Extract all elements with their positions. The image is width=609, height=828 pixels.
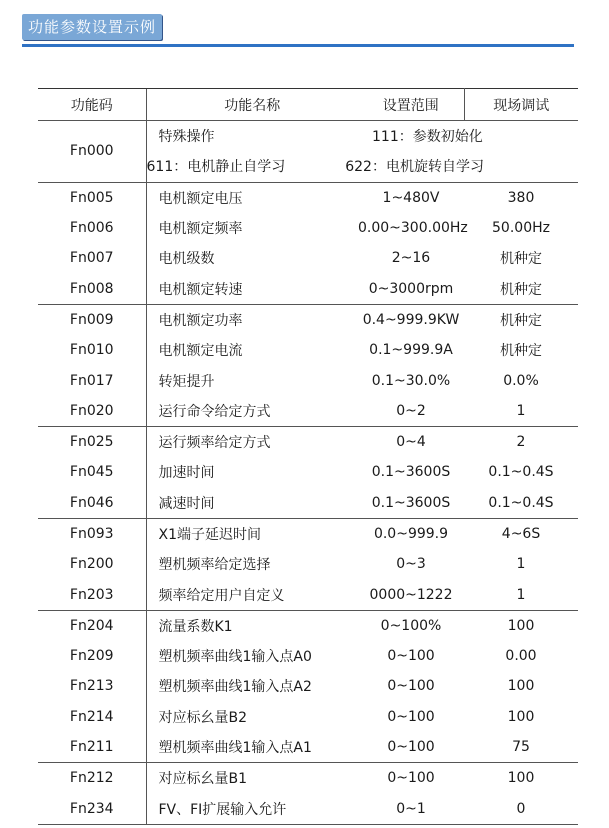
param-range: 0.0~999.9 xyxy=(358,518,464,549)
param-name: 电机级数 xyxy=(146,243,358,273)
param-range: 0~100 xyxy=(387,708,435,725)
special-name: 特殊操作 xyxy=(146,121,358,152)
param-name: 电机额定电压 xyxy=(146,182,358,213)
table-row xyxy=(38,794,578,825)
param-site-value: 机种定 xyxy=(500,281,542,298)
param-site-value: 100 xyxy=(464,610,578,641)
param-code: Fn234 xyxy=(38,794,146,825)
special-code: Fn000 xyxy=(38,121,146,183)
param-range: 2~16 xyxy=(391,250,431,267)
param-range: 0.1~3600S xyxy=(371,464,451,481)
param-code: Fn212 xyxy=(38,763,146,794)
param-name: 塑机频率曲线1输入点A2 xyxy=(146,671,358,701)
table-row xyxy=(38,610,578,641)
table-row xyxy=(38,457,578,487)
table-row xyxy=(38,243,578,273)
param-site-value: 100 xyxy=(507,678,535,695)
param-code: Fn045 xyxy=(69,464,114,481)
param-range: 0~100 xyxy=(387,648,435,665)
param-site-value: 机种定 xyxy=(464,304,578,335)
param-range: 1~480V xyxy=(358,182,464,213)
param-name: 塑机频率给定选择 xyxy=(146,549,358,579)
param-site-value: 0.0% xyxy=(503,372,539,389)
param-site-value: 0.00 xyxy=(505,648,537,665)
table-row xyxy=(38,273,578,304)
param-name: 减速时间 xyxy=(146,488,358,519)
parameter-rows xyxy=(38,182,578,824)
table-row xyxy=(38,732,578,763)
table-row xyxy=(38,213,578,243)
param-range: 0~100 xyxy=(387,678,435,695)
param-range: 0~100% xyxy=(358,610,464,641)
parameter-table xyxy=(38,88,578,825)
param-name: 流量系数K1 xyxy=(146,610,358,641)
table-row xyxy=(38,641,578,671)
param-name: 电机额定转速 xyxy=(146,273,358,304)
param-name: 对应标幺量B1 xyxy=(146,763,358,794)
param-name: 运行频率给定方式 xyxy=(146,426,358,457)
special-note-2a: 611：电机静止自学习 xyxy=(146,159,286,176)
param-range: 0.1~999.9A xyxy=(369,342,453,359)
param-name: 电机额定电流 xyxy=(146,335,358,365)
table-row xyxy=(38,396,578,427)
param-range: 0.1~30.0% xyxy=(371,372,451,389)
header-code: 功能码 xyxy=(38,89,146,121)
table-row xyxy=(38,335,578,365)
param-range: 0~1 xyxy=(358,794,464,825)
param-code: Fn204 xyxy=(38,610,146,641)
param-range: 0~4 xyxy=(358,426,464,457)
param-site-value: 0 xyxy=(464,794,578,825)
table-row xyxy=(38,304,578,335)
param-name: 加速时间 xyxy=(146,457,358,487)
param-name: 运行命令给定方式 xyxy=(146,396,358,427)
param-site-value: 1 xyxy=(516,402,526,419)
param-range: 0.00~300.00Hz xyxy=(358,220,468,237)
param-code: Fn010 xyxy=(69,342,114,359)
section-title-wrap xyxy=(22,14,162,40)
header-site: 现场调试 xyxy=(464,89,578,121)
param-code: Fn025 xyxy=(38,426,146,457)
param-site-value: 100 xyxy=(507,708,535,725)
param-code: Fn017 xyxy=(69,372,114,389)
param-site-value: 75 xyxy=(512,739,530,756)
param-code: Fn008 xyxy=(69,280,114,297)
table-row xyxy=(38,763,578,794)
table-row xyxy=(38,549,578,579)
param-site-value: 机种定 xyxy=(500,251,542,268)
param-code: Fn214 xyxy=(69,708,114,725)
table-row xyxy=(38,702,578,732)
special-row xyxy=(38,121,578,152)
param-range: 0~3000rpm xyxy=(368,280,454,297)
special-note-1: 111：参数初始化 xyxy=(358,121,578,152)
param-code: Fn203 xyxy=(69,586,114,603)
param-site-value: 2 xyxy=(464,426,578,457)
param-site-value: 1 xyxy=(516,556,526,573)
table-row xyxy=(38,671,578,701)
param-range: 0.4~999.9KW xyxy=(358,304,464,335)
param-code: Fn200 xyxy=(69,556,114,573)
param-site-value: 100 xyxy=(464,763,578,794)
header-name: 功能名称 xyxy=(146,89,358,121)
param-site-value: 0.1~0.4S xyxy=(488,464,554,481)
param-site-value: 4~6S xyxy=(464,518,578,549)
param-name: FV、FI扩展输入允许 xyxy=(146,794,358,825)
param-range: 0~100 xyxy=(358,763,464,794)
param-name: 转矩提升 xyxy=(146,365,358,395)
param-code: Fn213 xyxy=(69,678,114,695)
header-range: 设置范围 xyxy=(358,89,464,121)
param-range: 0~100 xyxy=(387,739,435,756)
table-row xyxy=(38,488,578,519)
param-range: 0.1~3600S xyxy=(371,494,451,511)
param-name: X1端子延迟时间 xyxy=(146,518,358,549)
param-code: Fn211 xyxy=(69,739,114,756)
table-row xyxy=(38,182,578,213)
table-row xyxy=(38,579,578,610)
section-title: 功能参数设置示例 xyxy=(22,14,162,40)
param-site-value: 380 xyxy=(464,182,578,213)
param-name: 对应标幺量B2 xyxy=(146,702,358,732)
param-range: 0~2 xyxy=(396,402,426,419)
param-site-value: 0.1~0.4S xyxy=(488,494,554,511)
param-site-value: 1 xyxy=(516,586,526,603)
param-code: Fn093 xyxy=(38,518,146,549)
param-code: Fn007 xyxy=(69,250,114,267)
param-name: 频率给定用户自定义 xyxy=(146,579,358,610)
table-row xyxy=(38,365,578,395)
param-code: Fn020 xyxy=(69,402,114,419)
special-note-2 xyxy=(146,151,578,182)
param-code: Fn009 xyxy=(38,304,146,335)
param-name: 电机额定频率 xyxy=(146,213,358,243)
header-row xyxy=(38,89,578,121)
table-row xyxy=(38,518,578,549)
param-code: Fn209 xyxy=(69,648,114,665)
title-divider xyxy=(22,44,574,47)
param-range: 0~3 xyxy=(396,556,426,573)
table-row xyxy=(38,426,578,457)
param-name: 塑机频率曲线1输入点A1 xyxy=(146,732,358,763)
param-range: 0000~1222 xyxy=(369,586,453,603)
param-code: Fn006 xyxy=(69,220,114,237)
param-code: Fn046 xyxy=(69,494,114,511)
param-code: Fn005 xyxy=(38,182,146,213)
param-site-value: 机种定 xyxy=(500,343,542,360)
param-name: 塑机频率曲线1输入点A0 xyxy=(146,641,358,671)
param-site-value: 50.00Hz xyxy=(492,220,550,237)
special-note-2b: 622：电机旋转自学习 xyxy=(345,159,484,176)
param-name: 电机额定功率 xyxy=(146,304,358,335)
